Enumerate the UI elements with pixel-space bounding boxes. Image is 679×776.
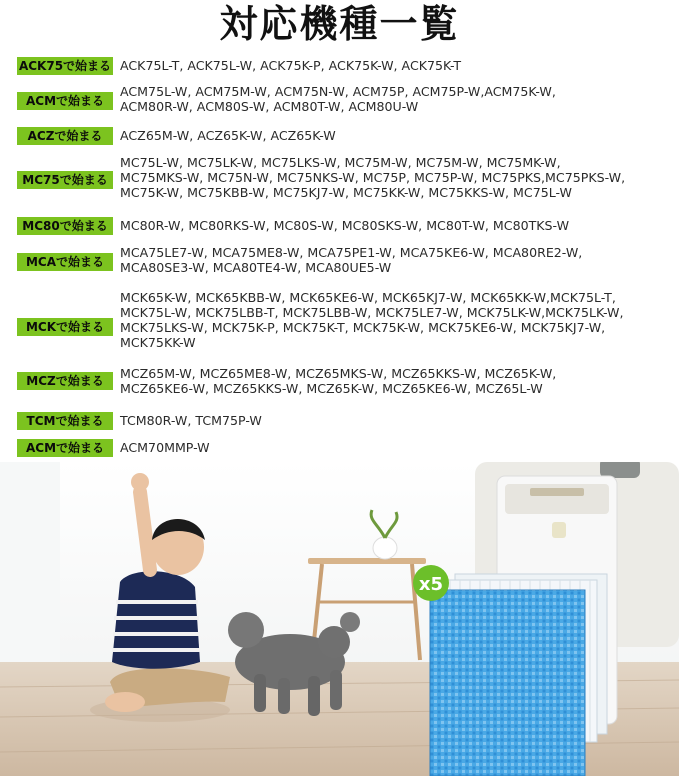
series-tag: ACMで始まる <box>17 439 113 457</box>
model-list: MC75L-W, MC75LK-W, MC75LKS-W, MC75M-W, MC75M-W, MC75MK-W, MC75MKS-W, MC75N-W, MC75NKS-W, MC75P, MC75P-W, MC75PKS,MC75PKS-W, MC75K-W, MC75KBB-W, MC75KJ7-W, MC75KK-W, MC75KKS-W, MC75L-W <box>120 155 626 200</box>
series-tag: MC80で始まる <box>17 217 113 235</box>
model-list: ACM75L-W, ACM75M-W, ACM75N-W, ACM75P, ACM75P-W,ACM75K-W, ACM80R-W, ACM80S-W, ACM80T-W, ACM80U-W <box>120 84 556 114</box>
series-tag: ACMで始まる <box>17 92 113 110</box>
model-list: ACZ65M-W, ACZ65K-W, ACZ65K-W <box>120 128 336 143</box>
series-tag: MC75で始まる <box>17 171 113 189</box>
series-tag: ACZで始まる <box>17 127 113 145</box>
living-room-scene <box>0 462 679 776</box>
model-list: ACM70MMP-W <box>120 440 210 455</box>
product-photo <box>0 462 679 776</box>
model-list: MCA75LE7-W, MCA75ME8-W, MCA75PE1-W, MCA75KE6-W, MCA80RE2-W, MCA80SE3-W, MCA80TE4-W, MCA80UE5-W <box>120 245 583 275</box>
model-list: TCM80R-W, TCM75P-W <box>120 413 262 428</box>
series-tag: MCAで始まる <box>17 253 113 271</box>
series-tag: ACK75で始まる <box>18 59 112 73</box>
series-tag: TCMで始まる <box>17 412 113 430</box>
series-tag: MCZで始まる <box>17 372 113 390</box>
series-tag: MCKで始まる <box>17 318 113 336</box>
model-list: ACK75L-T, ACK75L-W, ACK75K-P, ACK75K-W, ACK75K-T <box>120 58 462 73</box>
page-title: 対応機種一覧 <box>219 2 460 46</box>
model-list: MCZ65M-W, MCZ65ME8-W, MCZ65MKS-W, MCZ65KKS-W, MCZ65K-W, MCZ65KE6-W, MCZ65KKS-W, MCZ65K-W, MCZ65KE6-W, MCZ65L-W <box>120 366 557 396</box>
filter-stack <box>430 574 607 776</box>
blue-filter <box>430 590 585 776</box>
side-table <box>308 558 426 564</box>
model-list: MCK65K-W, MCK65KBB-W, MCK65KE6-W, MCK65KJ7-W, MCK65KK-W,MCK75L-T, MCK75L-W, MCK75LBB-T, MCK75LBB-W, MCK75LE7-W, MCK75LK-W,MCK75LK-W, MCK75LKS-W, MCK75K-P, MCK75K-T, MCK75K-W, MCK75KE6-W, MCK75KJ7-W, MCK75KK-W <box>120 290 624 350</box>
model-list: MC80R-W, MC80RKS-W, MC80S-W, MC80SKS-W, MC80T-W, MC80TKS-W <box>120 218 570 233</box>
badge-text: x5 <box>418 574 444 595</box>
